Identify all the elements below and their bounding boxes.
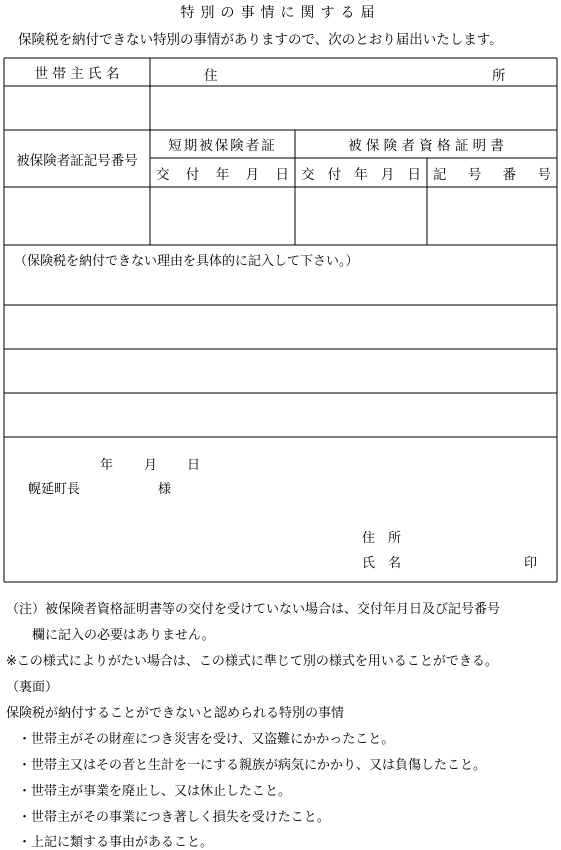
issue-date-2-char: 交 [301, 166, 315, 183]
date-month-label: 月 [144, 458, 158, 473]
note-1-line-1: （注）被保険者資格証明書等の交付を受けていない場合は、交付年月日及び記号番号 [6, 602, 501, 617]
issue-date-1-char: 年 [215, 166, 230, 183]
circumstance-item: ・世帯主が事業を廃止し、又は休止したこと。 [18, 784, 292, 799]
issue-date-2-char: 年 [354, 166, 368, 183]
form-title: 特別の事情に関する届 [180, 5, 381, 21]
date-year-label: 年 [100, 458, 114, 473]
signer-name-label: 氏 名 [362, 556, 402, 571]
issue-date-2-char: 日 [407, 166, 421, 183]
special-circumstances-heading: 保険税が納付することができないと認められる特別の事情 [6, 706, 345, 721]
circumstance-item: ・世帯主又はその者と生計を一にする親族が病気にかかり、又は負傷したこと。 [18, 758, 487, 773]
intro-text: 保険税を納付できない特別の事情がありますので、次のとおり届出いたします。 [18, 32, 503, 48]
record-number-header [427, 158, 557, 187]
issue-date-header-1 [150, 158, 295, 187]
householder-name-header: 世 帯 主 氏 名 [34, 66, 120, 82]
record-number-char: 記 [433, 166, 447, 183]
address-header-right: 所 [492, 68, 506, 84]
back-side-label: （裏面） [6, 680, 59, 695]
honorific-label: 様 [158, 482, 172, 497]
circumstance-item: ・上記に類する事由があること。 [18, 835, 214, 850]
record-number-char: 番 [502, 166, 517, 183]
record-number-char: 号 [537, 166, 551, 183]
signer-address-label: 住 所 [362, 531, 402, 546]
circumstance-item: ・世帯主がその事業につき著しく損失を受けたこと。 [18, 810, 330, 825]
insured-card-number-label: 被保険者証記号番号 [16, 152, 138, 169]
record-number-char: 号 [467, 166, 482, 183]
issue-date-header-2 [295, 158, 427, 187]
issue-date-1-char: 日 [275, 166, 289, 183]
circumstance-item: ・世帯主がその財産につき災害を受け、又盗難にかかったこと。 [18, 732, 395, 747]
issue-date-1-char: 交 [156, 166, 170, 183]
issue-date-2-char: 月 [380, 166, 395, 183]
issue-date-2-char: 付 [327, 166, 342, 183]
note-1-line-2: 欄に記入の必要はありません。 [32, 628, 215, 643]
date-day-label: 日 [187, 458, 201, 473]
reason-label: （保険税を納付できない理由を具体的に記入して下さい。） [14, 254, 359, 269]
address-header-left: 住 [204, 68, 218, 84]
short-term-card-header: 短期被保険者証 [168, 138, 277, 154]
issue-date-1-char: 付 [185, 166, 200, 183]
qualification-certificate-header: 被 保 険 者 資 格 証 明 書 [348, 138, 504, 154]
issue-date-1-char: 月 [245, 166, 260, 183]
mayor-label: 幌延町長 [28, 482, 81, 497]
seal-mark: 印 [524, 556, 538, 571]
note-2: ※この様式によりがたい場合は、この様式に準じて別の様式を用いることができる。 [6, 654, 498, 669]
